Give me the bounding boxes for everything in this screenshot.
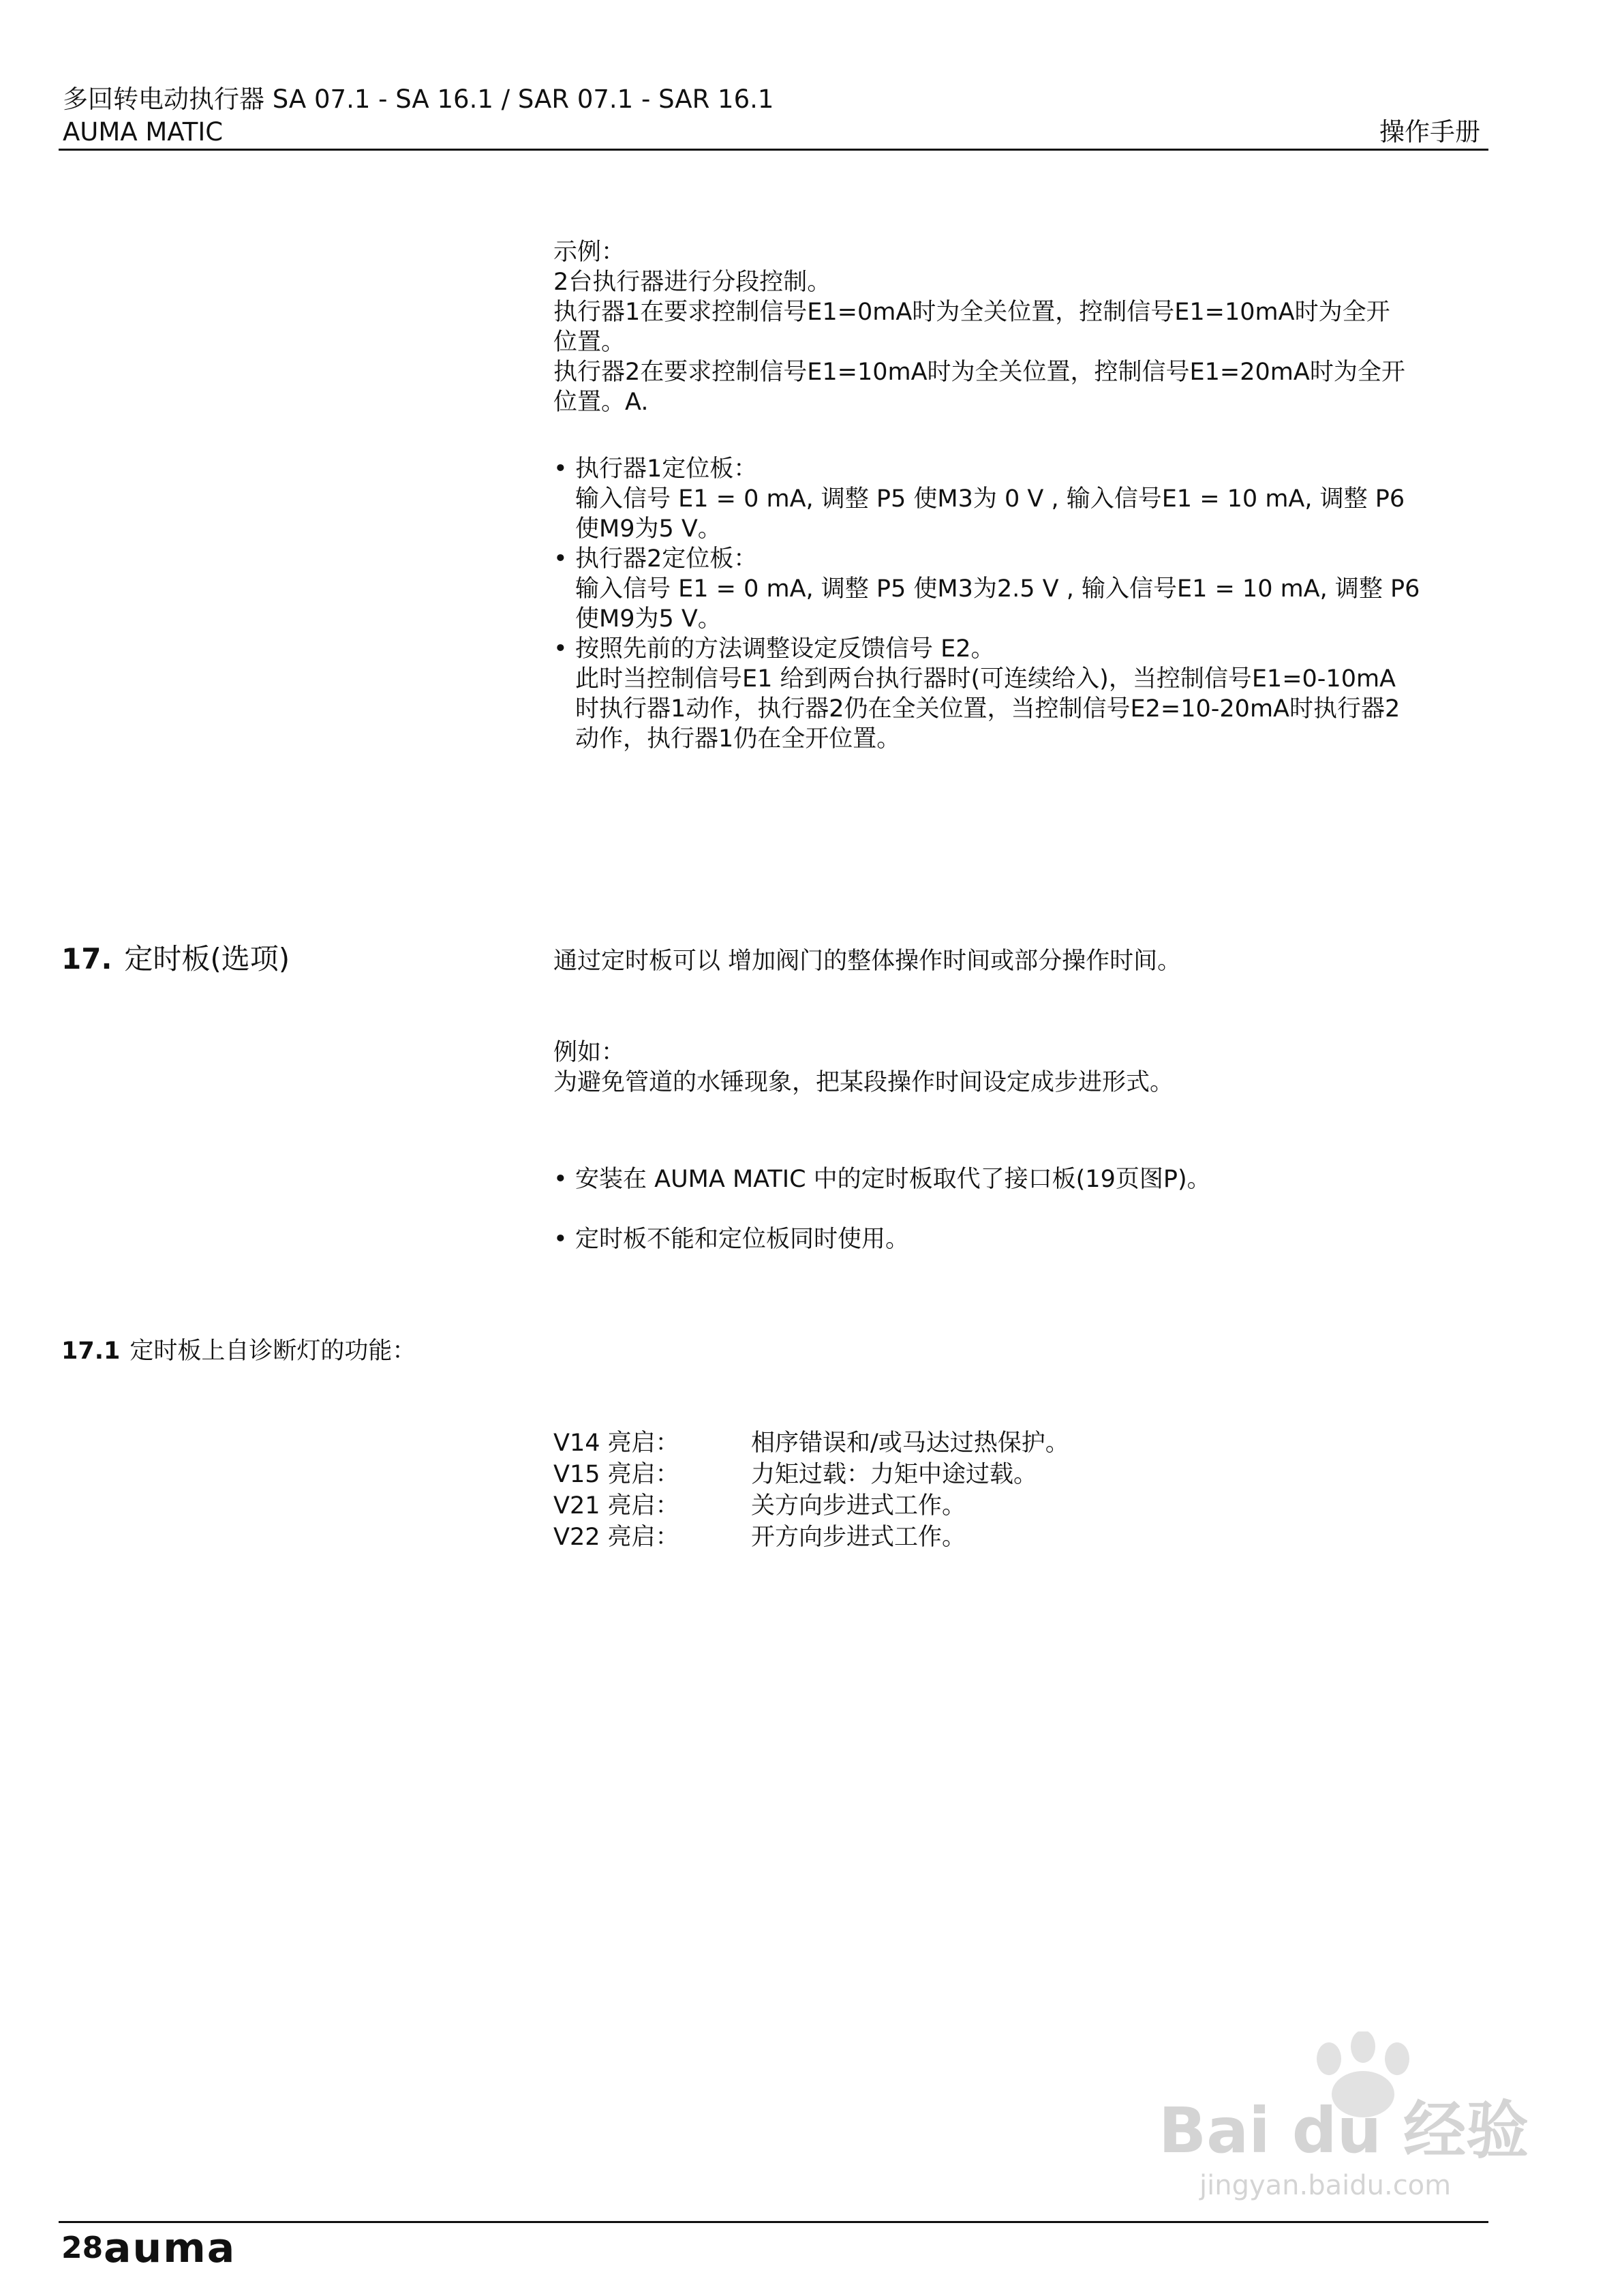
section-intro: 通过定时板可以 增加阀门的整体操作时间或部分操作时间。 bbox=[553, 948, 1182, 975]
example-text: 为避免管道的水锤现象，把某段操作时间设定成步进形式。 bbox=[553, 1069, 1174, 1096]
led-key: V22 亮启： bbox=[553, 1524, 679, 1551]
bullet-line: 使M9为5 V。 bbox=[575, 515, 722, 543]
example-line: 示例： bbox=[553, 239, 626, 266]
example-line: 执行器1在要求控制信号E1=0mA时为全关位置，控制信号E1=10mA时为全开 bbox=[553, 299, 1390, 326]
example-block bbox=[553, 237, 1405, 417]
section-heading bbox=[61, 942, 290, 976]
section-title: 定时板(选项) bbox=[124, 942, 290, 976]
bullet-text: 安装在 AUMA MATIC 中的定时板取代了接口板(19页图P)。 bbox=[575, 1166, 1211, 1193]
bullet-icon: • bbox=[553, 1226, 568, 1253]
led-key: V15 亮启： bbox=[553, 1461, 679, 1488]
led-key: V14 亮启： bbox=[553, 1430, 679, 1457]
example-line: 2台执行器进行分段控制。 bbox=[553, 269, 831, 296]
bullet-line: 使M9为5 V。 bbox=[575, 605, 722, 633]
example-line: 位置。A. bbox=[553, 389, 649, 416]
bullet-icon: • bbox=[553, 455, 568, 483]
bullet-icon: • bbox=[553, 635, 568, 663]
bullet-text: 定时板不能和定位板同时使用。 bbox=[575, 1226, 910, 1253]
example-line: 位置。 bbox=[553, 329, 626, 356]
baidu-watermark bbox=[1159, 2031, 1540, 2209]
bullet-line: 执行器1定位板： bbox=[575, 455, 758, 483]
page-number: 28 bbox=[61, 2231, 104, 2265]
subsection-title: 定时板上自诊断灯的功能： bbox=[129, 1338, 416, 1365]
list-item bbox=[553, 1224, 1439, 1254]
bullet-line: 时执行器1动作，执行器2仍在全关位置，当控制信号E2=10-20mA时执行器2 bbox=[575, 695, 1401, 723]
header-product: AUMA MATIC bbox=[63, 117, 224, 147]
header-doc-type: 操作手册 bbox=[1379, 117, 1480, 147]
auma-logo: auma bbox=[104, 2224, 236, 2272]
led-list bbox=[553, 1428, 1303, 1564]
header-title: 多回转电动执行器 SA 07.1 - SA 16.1 / SAR 07.1 - SAR 16.1 bbox=[63, 85, 774, 114]
bullet-line: 输入信号 E1 = 0 mA, 调整 P5 使M3为2.5 V , 输入信号E1 = 10 mA, 调整 P6 bbox=[575, 575, 1420, 603]
led-key: V21 亮启： bbox=[553, 1492, 679, 1520]
example-label: 例如： bbox=[553, 1039, 626, 1066]
led-meaning: 力矩过载：力矩中途过载。 bbox=[751, 1461, 1038, 1488]
bullet-icon: • bbox=[553, 1166, 568, 1193]
bullet-line: 此时当控制信号E1 给到两台执行器时(可连续给入)，当控制信号E1=0-10mA bbox=[575, 665, 1396, 693]
bullet-line: 输入信号 E1 = 0 mA, 调整 P5 使M3为 0 V , 输入信号E1 = 10 mA, 调整 P6 bbox=[575, 485, 1405, 513]
bullet-list bbox=[553, 454, 1508, 768]
section-number: 17. bbox=[61, 942, 112, 976]
list-item bbox=[553, 1164, 1439, 1194]
bullet-line: 执行器2定位板： bbox=[575, 545, 758, 573]
bullet-line: 动作，执行器1仍在全开位置。 bbox=[575, 725, 901, 753]
led-meaning: 关方向步进式工作。 bbox=[751, 1492, 966, 1520]
subsection-heading bbox=[61, 1336, 416, 1366]
example-line: 执行器2在要求控制信号E1=10mA时为全关位置，控制信号E1=20mA时为全开 bbox=[553, 359, 1405, 386]
bullet-icon: • bbox=[553, 545, 568, 573]
led-meaning: 相序错误和/或马达过热保护。 bbox=[751, 1430, 1069, 1457]
led-meaning: 开方向步进式工作。 bbox=[751, 1524, 966, 1551]
bullet-line: 按照先前的方法调整设定反馈信号 E2。 bbox=[575, 635, 995, 663]
header-rule bbox=[59, 149, 1488, 151]
watermark-url: jingyan.baidu.com bbox=[1199, 2170, 1452, 2201]
watermark-brand: Bai du 经验 bbox=[1159, 2094, 1529, 2167]
subsection-number: 17.1 bbox=[61, 1338, 121, 1365]
footer-rule bbox=[59, 2221, 1488, 2223]
